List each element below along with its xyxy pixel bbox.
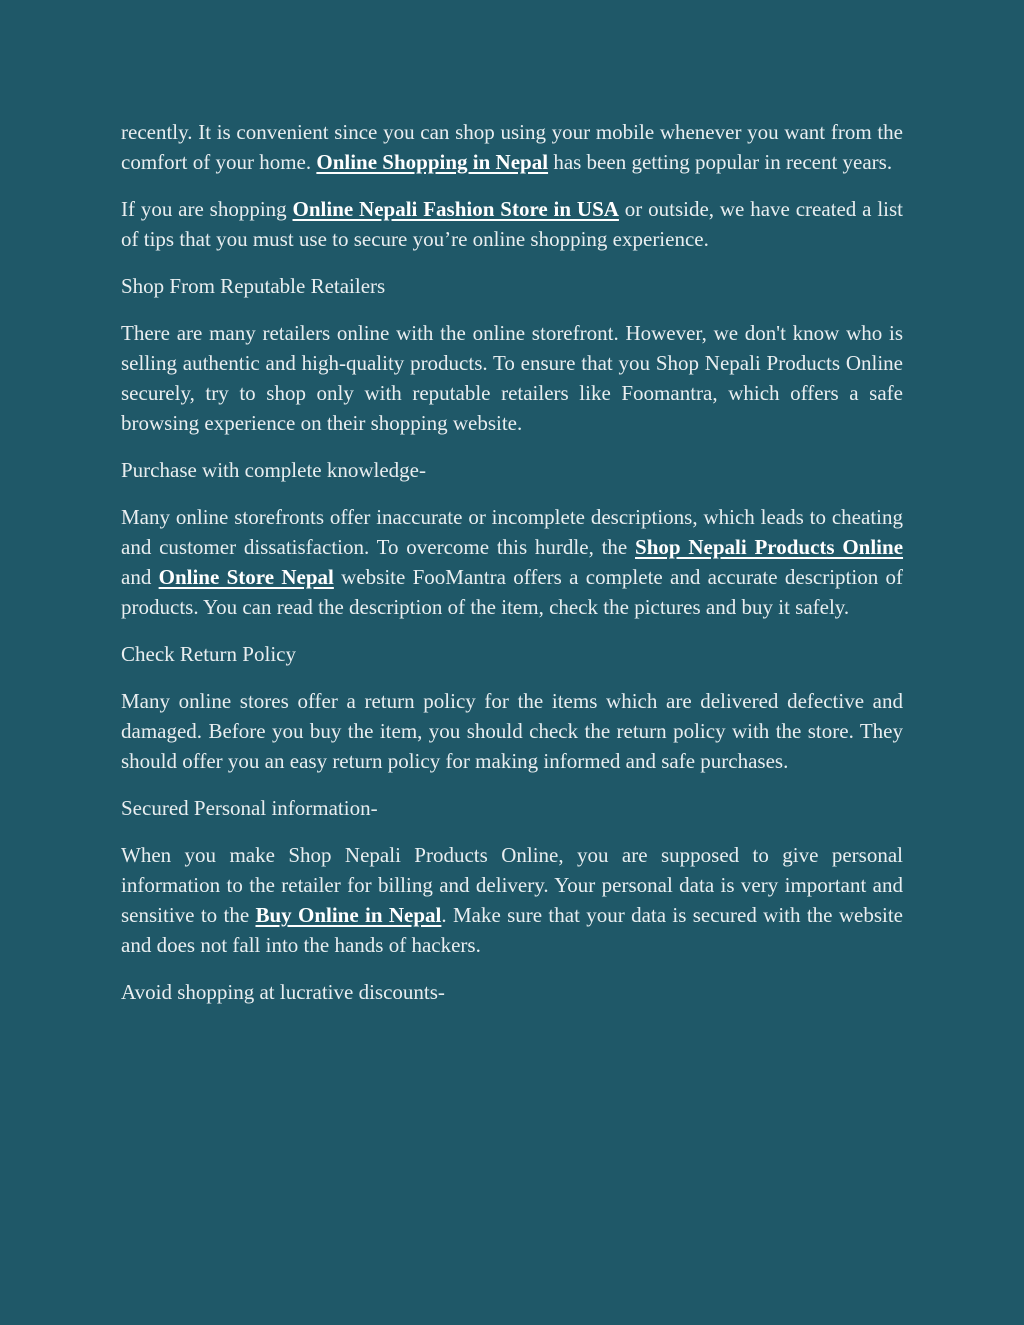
body-paragraph [121,502,903,622]
section-heading [121,271,903,301]
section-heading [121,455,903,485]
body-paragraph [121,318,903,438]
section-heading [121,977,903,1007]
text-segment: . Make sure that your data is secured with the website and does not fall into the hands of hackers. [121,903,903,957]
text-segment: or outside, we have created a list of tips that you must use to secure you’re online shopping experience. [121,197,903,251]
text-segment: and [121,565,159,589]
text-segment: Check Return Policy [121,642,296,666]
text-segment: Many online stores offer a return policy for the items which are delivered defective and damaged. Before you buy the item, you should check the return policy with the store. They should offer you an easy return policy for making informed and safe purchases. [121,689,903,773]
text-segment: If you are shopping [121,197,293,221]
buy-online-in-nepal-link[interactable]: Buy Online in Nepal [255,903,442,927]
online-shopping-in-nepal-link[interactable]: Online Shopping in Nepal [316,150,549,174]
text-segment: Avoid shopping at lucrative discounts- [121,980,445,1004]
body-paragraph [121,686,903,776]
body-paragraph [121,840,903,960]
text-segment: Purchase with complete knowledge- [121,458,426,482]
online-store-nepal-link[interactable]: Online Store Nepal [158,565,334,589]
text-segment: Many online storefronts offer inaccurate or incomplete descriptions, which leads to cheating and customer dissatisfaction. To overcome this hurdle, the [121,505,903,559]
online-nepali-fashion-store-in-usa-link[interactable]: Online Nepali Fashion Store in USA [292,197,619,221]
section-heading [121,639,903,669]
body-paragraph [121,117,903,177]
text-segment: Shop From Reputable Retailers [121,274,386,298]
text-segment: has been getting popular in recent years. [548,150,893,174]
body-paragraph [121,194,903,254]
text-segment: When you make Shop Nepali Products Online, you are supposed to give personal information to the retailer for billing and delivery. Your personal data is very important and sensitive to the [121,843,903,927]
text-segment: There are many retailers online with the online storefront. However, we don't know who is selling authentic and high-quality products. To ensure that you Shop Nepali Products Online securely, try to shop only with reputable retailers like Foomantra, which offers a safe browsing experience on their shopping website. [121,321,903,435]
text-segment: recently. It is convenient since you can shop using your mobile whenever you want from the comfort of your home. [121,120,903,174]
text-segment: website FooMantra offers a complete and accurate description of products. You can read the description of the item, check the pictures and buy it safely. [121,565,903,619]
document-body [121,117,903,1024]
text-segment: Secured Personal information- [121,796,378,820]
shop-nepali-products-online-link[interactable]: Shop Nepali Products Online [635,535,904,559]
section-heading [121,793,903,823]
